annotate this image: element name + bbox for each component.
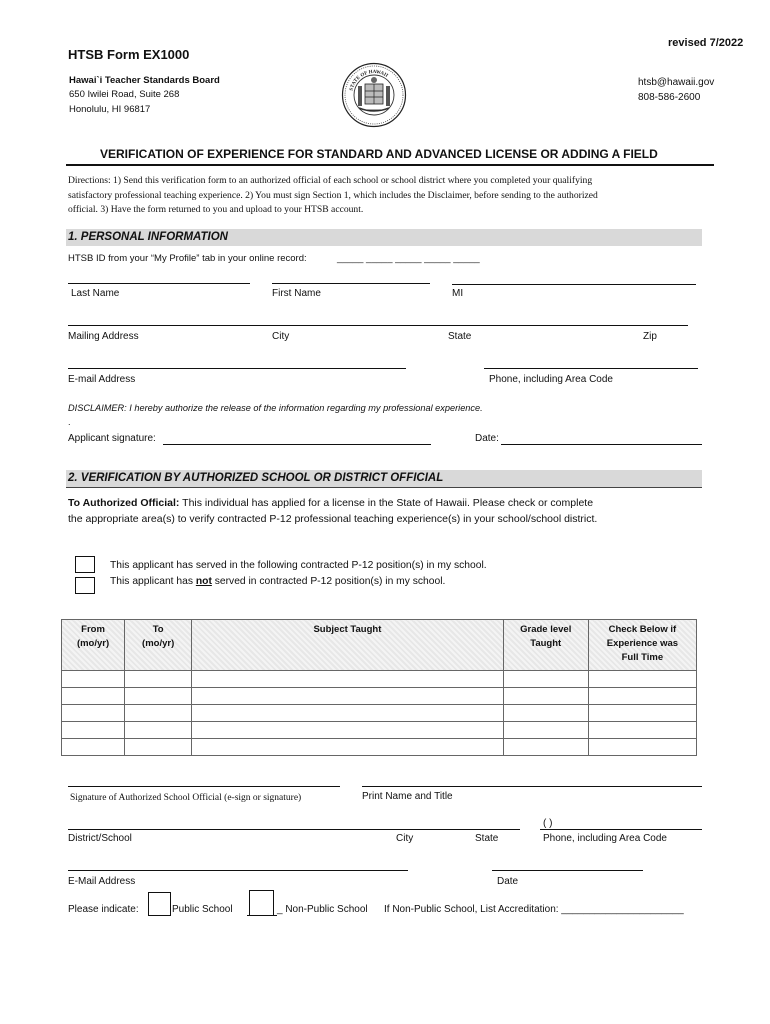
table-cell[interactable]: [62, 671, 125, 688]
table-cell[interactable]: [62, 688, 125, 705]
table-cell[interactable]: [62, 739, 125, 756]
official-signature-field[interactable]: [68, 786, 340, 787]
mi-field[interactable]: [452, 284, 696, 285]
email-field[interactable]: [68, 368, 406, 369]
table-cell[interactable]: [192, 739, 503, 756]
mailing-address-label: Mailing Address: [68, 331, 139, 342]
table-cell[interactable]: [125, 705, 192, 722]
table-cell[interactable]: [588, 705, 696, 722]
mi-label: MI: [452, 288, 464, 299]
mailing-address-field[interactable]: [68, 325, 688, 326]
official-city-label: City: [396, 833, 414, 844]
table-cell[interactable]: [503, 705, 588, 722]
last-name-label: Last Name: [71, 288, 120, 299]
applicant-signature-field[interactable]: [163, 444, 431, 445]
table-row: [62, 722, 697, 739]
first-name-field[interactable]: [272, 283, 430, 284]
htsb-id-input[interactable]: _____ _____ _____ _____ _____: [337, 253, 480, 264]
please-indicate-label: Please indicate:: [68, 904, 139, 915]
phone-label: Phone, including Area Code: [489, 374, 613, 385]
page-title: VERIFICATION OF EXPERIENCE FOR STANDARD AND ADVANCED LICENSE OR ADDING A FIELD: [100, 147, 658, 161]
table-cell[interactable]: [125, 739, 192, 756]
directions-line3: official. 3) Have the form returned to you and upload to your HTSB account.: [68, 204, 364, 215]
official-intro-line1: [68, 497, 593, 510]
table-cell[interactable]: [62, 705, 125, 722]
col-full-time: Check Below if Experience was Full Time: [588, 620, 696, 671]
not-served-checkbox[interactable]: [75, 577, 95, 594]
not-served-post: served in contracted P-12 position(s) in my school.: [211, 576, 446, 587]
table-cell[interactable]: [125, 722, 192, 739]
district-school-field[interactable]: [68, 829, 520, 830]
not-served-not: not: [195, 576, 212, 587]
table-header-row: [62, 620, 697, 671]
table-cell[interactable]: [125, 688, 192, 705]
official-date-label: Date: [497, 876, 519, 887]
served-option-label: This applicant has served in the following contracted P-12 position(s) in my school.: [110, 560, 487, 571]
official-state-label: State: [475, 833, 499, 844]
non-public-school-label: _ Non-Public School: [277, 904, 368, 915]
official-intro-line2: the appropriate area(s) to verify contracted P-12 professional teaching experience(s) in your school/school district.: [68, 513, 598, 525]
first-name-label: First Name: [272, 288, 321, 299]
table-cell[interactable]: [192, 722, 503, 739]
official-phone-field[interactable]: [540, 829, 702, 830]
public-school-checkbox[interactable]: [148, 892, 171, 916]
table-cell[interactable]: [588, 688, 696, 705]
official-signature-label: Signature of Authorized School Official (e-sign or signature): [70, 793, 302, 803]
official-email-field[interactable]: [68, 870, 408, 871]
table-cell[interactable]: [192, 688, 503, 705]
table-cell[interactable]: [503, 739, 588, 756]
official-intro-rest: This individual has applied for a license in the State of Hawaii. Please check or complete: [179, 497, 594, 509]
official-phone-label: Phone, including Area Code: [543, 833, 667, 844]
applicant-date-label: Date:: [475, 433, 499, 444]
experience-table: [61, 619, 697, 756]
org-address-line2: Honolulu, HI 96817: [69, 104, 151, 115]
table-cell[interactable]: [62, 722, 125, 739]
table-cell[interactable]: [192, 671, 503, 688]
org-email: htsb@hawaii.gov: [638, 77, 715, 88]
district-school-label: District/School: [68, 833, 132, 844]
directions-line1: Directions: 1) Send this verification form to an authorized official of each school or school district where you completed your qualifying: [68, 175, 593, 186]
table-cell[interactable]: [503, 671, 588, 688]
disclaimer-text: DISCLAIMER: I hereby authorize the release of the information regarding my professional experience.: [68, 403, 483, 413]
section2-heading-text: 2. VERIFICATION BY AUTHORIZED SCHOOL OR DISTRICT OFFICIAL: [68, 472, 444, 484]
table-row: [62, 688, 697, 705]
state-label: State: [448, 331, 472, 342]
table-cell[interactable]: [588, 739, 696, 756]
area-code-paren[interactable]: ( ): [543, 818, 553, 829]
non-public-underline: [247, 915, 277, 916]
org-phone: 808-586-2600: [638, 92, 701, 103]
table-cell[interactable]: [588, 722, 696, 739]
htsb-id-label: HTSB ID from your “My Profile” tab in your online record:: [68, 253, 307, 264]
phone-field[interactable]: [484, 368, 698, 369]
state-seal-icon: [341, 62, 407, 128]
non-public-school-checkbox[interactable]: [249, 890, 274, 916]
table-cell[interactable]: [503, 688, 588, 705]
accreditation-label[interactable]: If Non-Public School, List Accreditation: ______________________: [384, 904, 684, 915]
directions-line2: satisfactory professional teaching experience. 2) You must sign Section 1, which includes the Disclaimer, before sending to the authorized: [68, 190, 598, 201]
revised-date: revised 7/2022: [668, 37, 744, 49]
org-name: Hawai`i Teacher Standards Board: [69, 75, 220, 86]
print-name-field[interactable]: [362, 786, 702, 787]
col-grade: Grade level Taught: [503, 620, 588, 671]
table-cell[interactable]: [192, 705, 503, 722]
form-id: HTSB Form EX1000: [68, 47, 190, 62]
official-email-label: E-Mail Address: [68, 876, 136, 887]
section1-heading-text: 1. PERSONAL INFORMATION: [68, 231, 228, 243]
served-checkbox[interactable]: [75, 556, 95, 573]
applicant-date-field[interactable]: [501, 444, 702, 445]
org-address-line1: 650 Iwilei Road, Suite 268: [69, 89, 180, 100]
table-cell[interactable]: [588, 671, 696, 688]
table-cell[interactable]: [125, 671, 192, 688]
section1-heading: [66, 229, 702, 246]
city-label: City: [272, 331, 290, 342]
table-row: [62, 705, 697, 722]
svg-text:STATE OF HAWAII: STATE OF HAWAII: [349, 69, 389, 92]
not-served-option-label: [110, 576, 445, 588]
section2-heading: [66, 470, 702, 488]
table-row: [62, 739, 697, 756]
col-from: From (mo/yr): [62, 620, 125, 671]
not-served-pre: This applicant has: [110, 576, 196, 587]
print-name-label: Print Name and Title: [362, 791, 453, 802]
email-label: E-mail Address: [68, 374, 136, 385]
public-school-label: Public School: [172, 904, 233, 915]
col-to: To (mo/yr): [125, 620, 192, 671]
table-cell[interactable]: [503, 722, 588, 739]
last-name-field[interactable]: [68, 283, 250, 284]
title-rule: [66, 164, 714, 166]
col-subject: Subject Taught: [192, 620, 503, 671]
zip-label: Zip: [643, 331, 657, 342]
applicant-signature-label: Applicant signature:: [68, 433, 156, 444]
table-row: [62, 671, 697, 688]
disclaimer-dot: .: [68, 417, 71, 427]
official-date-field[interactable]: [492, 870, 643, 871]
official-intro-bold: To Authorized Official:: [68, 497, 180, 509]
